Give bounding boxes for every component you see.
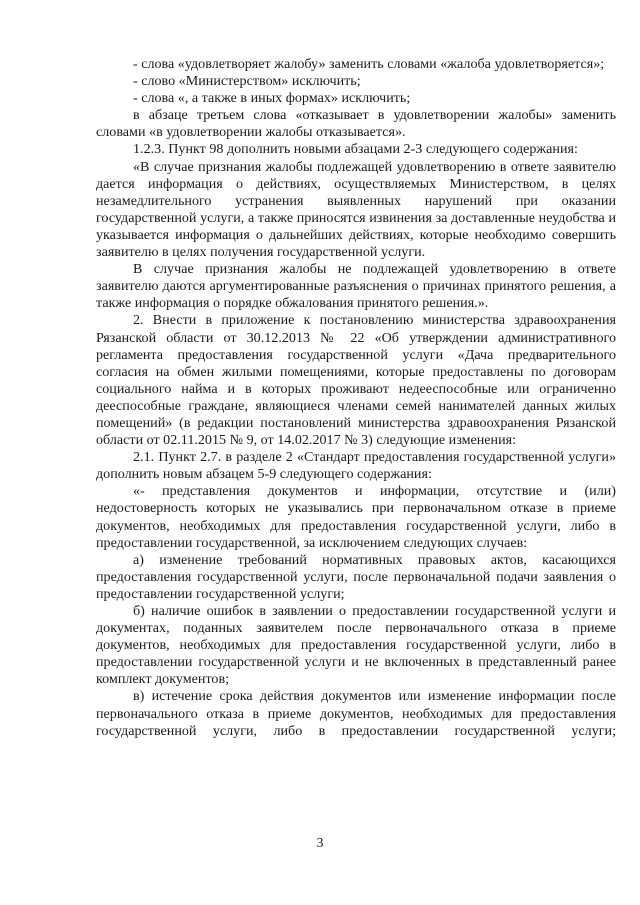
paragraph: в) истечение срока действия документов или изменение информации после первоначального отказа в приеме документов, необходимых для предоставления государственной услуги, либо в предоставлении государственной услуги; — [96, 688, 616, 739]
paragraph: - слова «, а также в иных формах» исключить; — [133, 90, 411, 107]
paragraph: В случае признания жалобы не подлежащей удовлетворению в ответе заявителю даются аргументированные разъяснения о причинах принятого решения, а также информация о порядке обжалования принятого решения.». — [96, 261, 616, 312]
paragraph: 2.1. Пункт 2.7. в разделе 2 «Стандарт предоставления государственной услуги» дополнить новым абзацем 5-9 следующего содержания: — [96, 449, 616, 483]
paragraph: а) изменение требований нормативных правовых актов, касающихся предоставления государственной услуги, после первоначальной подачи заявления о предоставлении государственной услуги; — [96, 551, 616, 602]
paragraph: - слова «удовлетворяет жалобу» заменить словами «жалоба удовлетворяется»; — [133, 56, 605, 72]
paragraph: 2. Внести в приложение к постановлению министерства здравоохранения Рязанской области от 30.12.2013 № 22 «Об утверждении административного регламента предоставления государственной услуги «Дача предварительного согласия на обмен жилыми помещениями, которые предоставлены по договорам социального найма и в которых проживают недееспособные или ограниченно дееспособные граждане, являющиеся членами семей нанимателей данных жилых помещений» (в редакции постановлений министерства здравоохранения Рязанской области от 02.11.2015 № 9, от 14.02.2017 № 3) следующие изменения: — [96, 312, 616, 449]
paragraph: б) наличие ошибок в заявлении о предоставлении государственной услуги и документах, поданных заявителем после первоначального отказа в приеме документов, необходимых для предоставления государственной услуги, либо в предоставлении государственной услуги и не включенных в представленный ранее комплект документов; — [96, 603, 616, 688]
paragraph: в абзаце третьем слова «отказывает в удовлетворении жалобы» заменить словами «в удовлетворении жалобы отказывается». — [96, 107, 616, 141]
page-number: 3 — [316, 836, 324, 851]
paragraph: «- представления документов и информации, отсутствие и (или) недостоверность которых не указывались при первоначальном отказе в приеме документов, необходимых для предоставления государственной услуги, либо в предоставлении государственной, за исключением следующих случаев: — [96, 483, 616, 551]
paragraph: - слово «Министерством» исключить; — [133, 73, 361, 90]
document-body — [96, 56, 616, 740]
paragraph: 1.2.3. Пункт 98 дополнить новыми абзацами 2-3 следующего содержания: — [133, 141, 578, 158]
paragraph: «В случае признания жалобы подлежащей удовлетворению в ответе заявителю дается информация о действиях, осуществляемых Министерством, в целях незамедлительного устранения выявленных нарушений при оказании государственной услуги, а также приносятся извинения за доставленные неудобства и указывается информация о дальнейших действиях, которые необходимо совершить заявителю в целях получения государственной услуги. — [96, 158, 616, 261]
